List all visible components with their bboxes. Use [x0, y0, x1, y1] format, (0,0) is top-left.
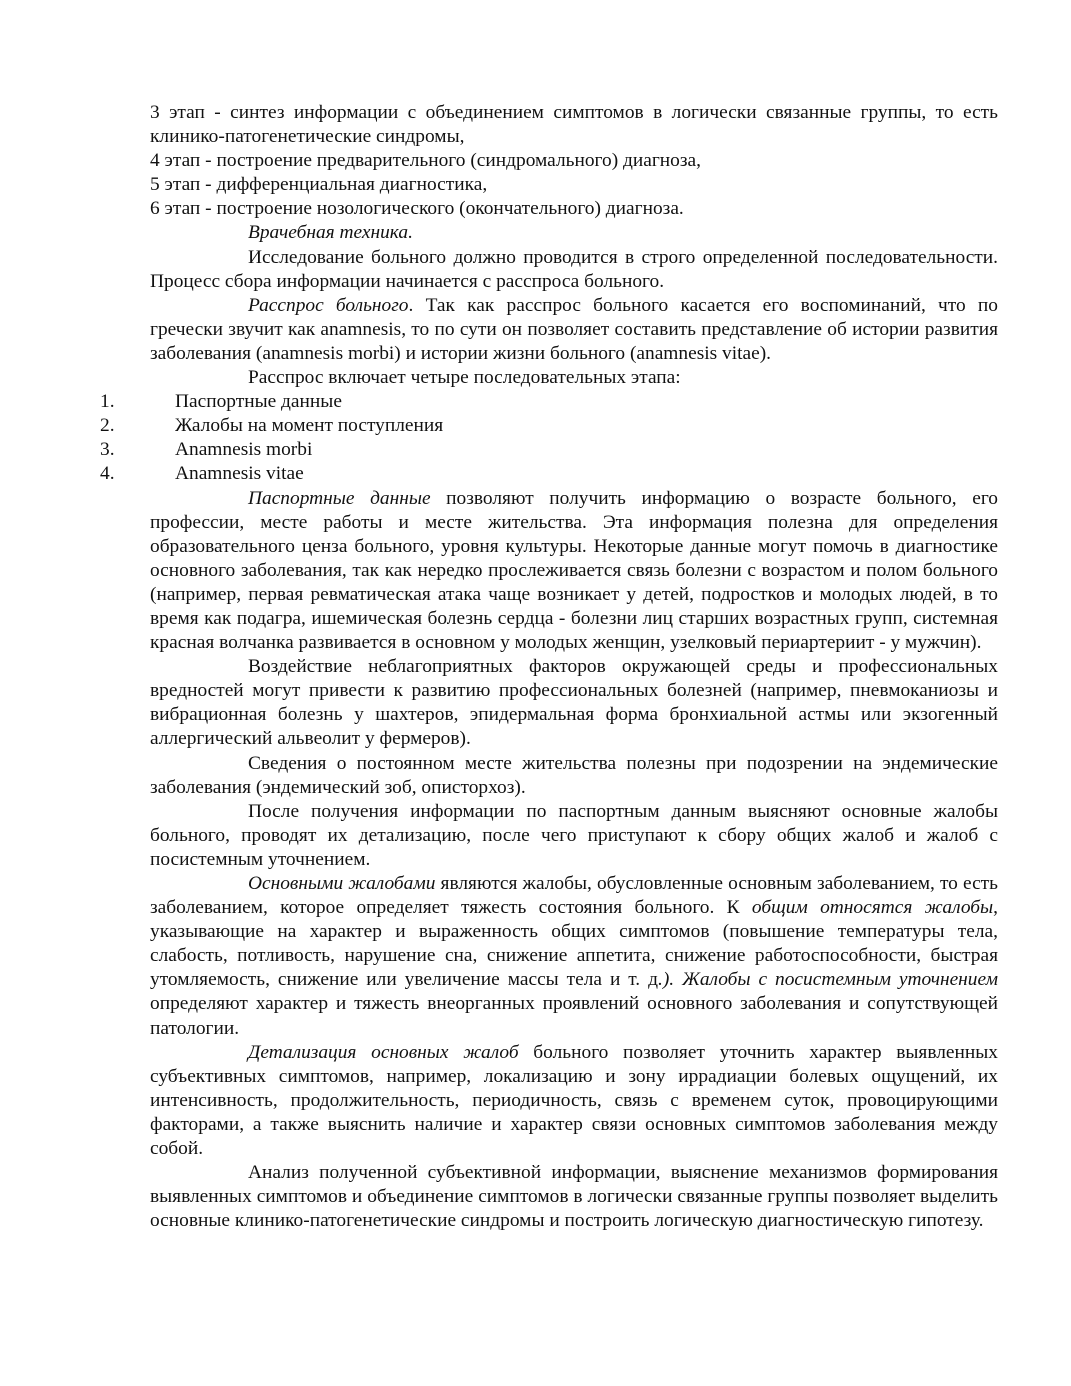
inquiry-stages-list: [0, 390, 998, 486]
list-intro: Расспрос включает четыре последовательных этапа:: [248, 367, 681, 389]
paragraph-complaints: Основными жалобами являются жалобы, обусловленные основным заболеванием, то есть заболеванием, которое определяет тяжесть состояния больного. К общим относятся жалобы, указывающие на характер и выраженность общих симптомов (повышение температуры тела, слабость, потливость, нарушение сна, снижение аппетита, снижение работоспособности, быстрая утомляемость, снижение или увеличение массы тела и т. д.). Жалобы с посистемным уточнением определяют характер и тяжесть внеорганных проявлений основного заболевания и сопутствующей патологии.: [150, 873, 999, 1039]
list-item: [0, 390, 998, 414]
document-page: [100, 101, 999, 1233]
list-item-text: Anamnesis morbi: [175, 439, 313, 461]
term-inquiry: Расспрос больного: [248, 294, 409, 316]
heading-physician-technique: Врачебная техника.: [248, 222, 413, 244]
term-detailing: Детализация основных жалоб: [248, 1041, 519, 1063]
list-item-text: Паспортные данные: [175, 391, 342, 413]
term-general-complaints: общим относятся жалобы: [751, 897, 994, 919]
stage-5: 5 этап - дифференциальная диагностика,: [150, 174, 488, 196]
list-item: [0, 414, 998, 438]
list-item-text: Жалобы на момент поступления: [175, 415, 444, 437]
stage-6: 6 этап - построение нозологического (окончательного) диагноза.: [150, 198, 684, 220]
list-item-number: 2.: [100, 415, 115, 437]
list-item-number: 3.: [100, 439, 115, 461]
paragraph-passport-data: Паспортные данные позволяют получить информацию о возрасте больного, его профессии, месте работы и месте жительства. Эта информация полезна для определения образовательного ценза больного, уровня культуры. Некоторые данные могут помочь в диагностике основного заболевания, так как нередко прослеживается связь болезни с возрастом и полом больного (например, первая ревматическая атака чаще возникает у детей, подростков и молодых людей, в то время как подагра, ишемическая болезнь сердца - болезни лиц старших возрастных групп, системная красная волчанка развивается в основном у молодых женщин, узелковый периартериит - у мужчин).: [150, 487, 998, 654]
list-item: [0, 462, 998, 486]
paragraph-analysis: Анализ полученной субъективной информации, выяснение механизмов формирования выявленных симптомов и объединение симптомов в логически связанные группы позволяет выделить основные клинико-патогенетические синдромы и построить логическую диагностическую гипотезу.: [150, 1162, 998, 1232]
term-systemic-complaints: .). Жалобы с посистемным уточнением: [657, 969, 998, 991]
stage-3: 3 этап - синтез информации с объединением симптомов в логически связанные группы, то есть клинико-патогенетические синдромы,: [150, 102, 998, 148]
term-main-complaints: Основными жалобами: [248, 873, 436, 895]
list-item: [0, 438, 998, 462]
paragraph-after-passport: После получения информации по паспортным данным выясняют основные жалобы больного, проводят их детализацию, после чего приступают к сбору общих жалоб и жалоб с посистемным уточнением.: [150, 800, 998, 870]
paragraph-inquiry: Расспрос больного. Так как расспрос больного касается его воспоминаний, что по гречески звучит как anamnesis, то по сути он позволяет составить представление об истории развития заболевания (anamnesis morbi) и истории жизни больного (anamnesis vitae).: [150, 294, 998, 364]
paragraph-examination: Исследование больного должно проводится в строго определенной последовательности. Процесс сбора информации начинается с расспроса больного.: [150, 246, 998, 292]
paragraph-environment: Воздействие неблагоприятных факторов окружающей среды и профессиональных вредностей могут привести к развитию профессиональных болезней (например, пневмоканиозы и вибрационная болезнь у шахтеров, эпидермальная форма бронхиальной астмы или экзогенный аллергический альвеолит у фермеров).: [150, 656, 998, 750]
stage-4: 4 этап - построение предварительного (синдромального) диагноза,: [150, 150, 701, 172]
term-passport-data: Паспортные данные: [248, 487, 431, 509]
list-item-number: 1.: [100, 391, 115, 413]
list-item-number: 4.: [100, 463, 115, 485]
paragraph-detailing: Детализация основных жалоб больного позволяет уточнить характер выявленных субъективных симптомов, например, локализацию и зону иррадиации болевых ощущений, их интенсивность, продолжительность, периодичность, связь с временем суток, провоцирующими факторами, а также выяснить наличие и характер связи основных симптомов заболевания между собой.: [150, 1041, 998, 1160]
list-item-text: Anamnesis vitae: [175, 463, 304, 485]
paragraph-residence: Сведения о постоянном месте жительства полезны при подозрении на эндемические заболевания (эндемический зоб, описторхоз).: [150, 752, 998, 798]
